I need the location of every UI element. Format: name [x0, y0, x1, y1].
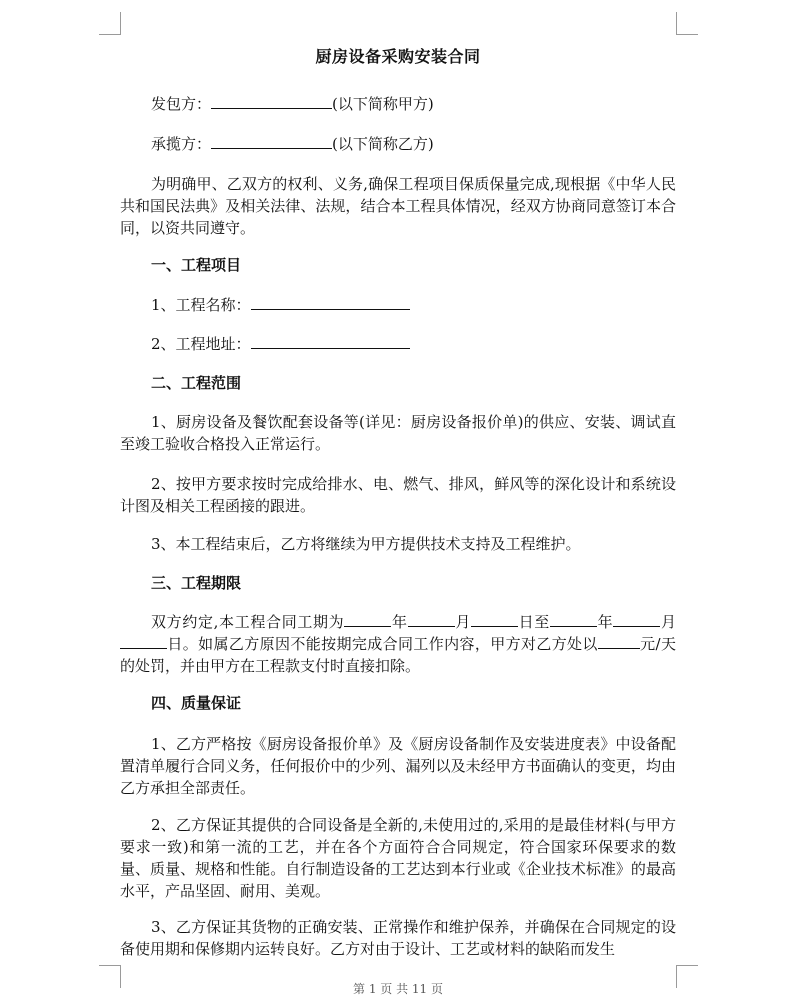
term-text-3: 月 — [454, 613, 471, 631]
section-heading-4: 四、质量保证 — [151, 694, 242, 712]
scope-paragraph-3: 3、本工程结束后，乙方将继续为甲方提供技术支持及工程维护。 — [151, 535, 581, 553]
end-month-blank[interactable] — [613, 612, 660, 627]
term-paragraph — [120, 611, 676, 677]
project-address-label: 2、工程地址： — [151, 335, 251, 353]
project-name-blank[interactable] — [251, 295, 410, 310]
party-a-line — [120, 93, 676, 115]
quality-paragraph-1: 1、乙方严格按《厨房设备报价单》及《厨房设备制作及安装进度表》中设备配置清单履行合同义务，任何报价中的少列、漏列以及未经甲方书面确认的变更，均由乙方承担全部责任。 — [120, 735, 676, 797]
project-address-blank[interactable] — [251, 334, 410, 349]
scope-paragraph-1: 1、厨房设备及餐饮配套设备等(详见：厨房设备报价单)的供应、安装、调试直至竣工验收合格投入正常运行。 — [120, 413, 676, 453]
penalty-blank[interactable] — [598, 634, 640, 649]
intro-paragraph: 为明确甲、乙双方的权利、义务,确保工程项目保质保量完成,现根据《中华人民共和国民法典》及相关法律、法规，结合本工程具体情况，经双方协商同意签订本合同，以资共同遵守。 — [120, 175, 676, 237]
page-number-footer: 第 1 页 共 11 页 — [353, 982, 443, 996]
project-address-line — [120, 333, 676, 355]
party-a-suffix: (以下简称甲方) — [332, 95, 434, 113]
party-a-blank[interactable] — [211, 94, 332, 109]
crop-mark-top-right — [676, 12, 698, 35]
document-title: 厨房设备采购安装合同 — [315, 47, 481, 66]
term-text-8: 元/天的处罚，并由甲方在工程款支付时直接扣除。 — [120, 635, 676, 675]
party-b-blank[interactable] — [211, 134, 332, 149]
crop-mark-top-left — [99, 12, 121, 35]
section-heading-2: 二、工程范围 — [151, 374, 242, 392]
party-a-label: 发包方： — [151, 95, 212, 113]
quality-paragraph-3: 3、乙方保证其货物的正确安装、正常操作和维护保养，并确保在合同规定的设备使用期和保修期内运转良好。乙方对由于设计、工艺或材料的缺陷而发生 — [120, 918, 676, 958]
quality-paragraph-2: 2、乙方保证其提供的合同设备是全新的,未使用过的,采用的是最佳材料(与甲方要求一致)和第一流的工艺，并在各个方面符合合同规定，符合国家环保要求的数量、质量、规格和性能。自行制造设备的工艺达到本行业或《企业技术标准》的最高水平，产品坚固、耐用、美观。 — [120, 816, 676, 900]
party-b-suffix: (以下简称乙方) — [332, 135, 434, 153]
term-text-4: 日至 — [517, 613, 550, 631]
term-text-2: 年 — [391, 613, 408, 631]
end-year-blank[interactable] — [550, 612, 597, 627]
end-day-blank[interactable] — [120, 634, 167, 649]
term-text-7: 日。如属乙方原因不能按期完成合同工作内容，甲方对乙方处以 — [167, 635, 598, 653]
section-heading-1: 一、工程项目 — [151, 256, 242, 274]
start-year-blank[interactable] — [344, 612, 391, 627]
term-text-1: 双方约定,本工程合同工期为 — [151, 613, 345, 631]
project-name-label: 1、工程名称： — [151, 296, 251, 314]
scope-paragraph-2: 2、按甲方要求按时完成给排水、电、燃气、排风，鲜风等的深化设计和系统设计图及相关工程函接的跟进。 — [120, 475, 676, 515]
start-day-blank[interactable] — [471, 612, 518, 627]
term-text-5: 年 — [596, 613, 614, 631]
start-month-blank[interactable] — [408, 612, 455, 627]
project-name-line — [120, 294, 676, 316]
party-b-line — [120, 133, 676, 155]
party-b-label: 承揽方： — [151, 135, 212, 153]
section-heading-3: 三、工程期限 — [151, 574, 242, 592]
term-text-6: 月 — [660, 613, 676, 631]
